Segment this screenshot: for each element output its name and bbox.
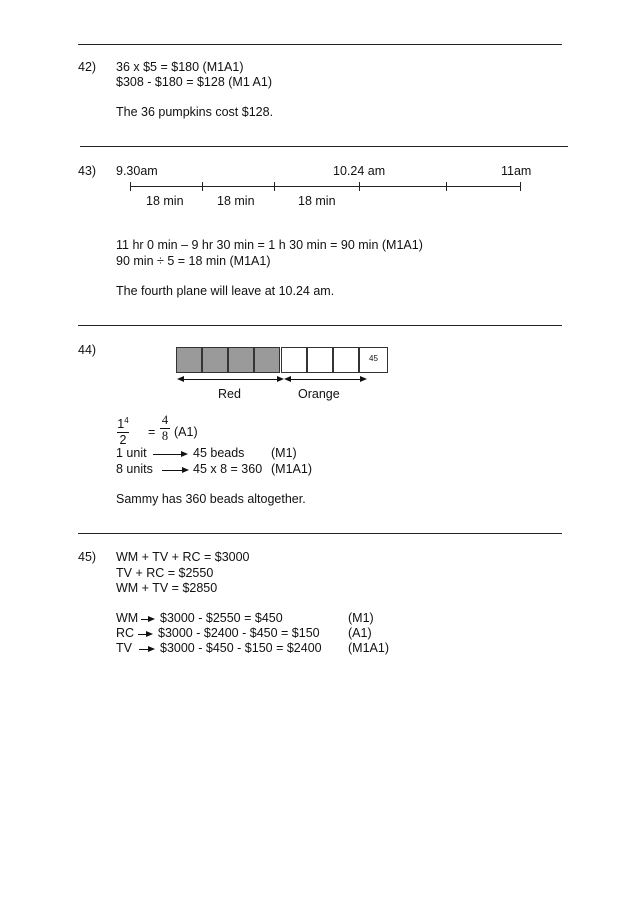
unit-row-label: 1 unit: [116, 446, 147, 460]
separator-rule: [78, 325, 562, 326]
mark-allocation: (A1): [174, 425, 198, 439]
unit-row-label: 8 units: [116, 462, 153, 476]
timeline-tick: [130, 182, 131, 191]
timeline-line: [130, 186, 520, 187]
equation-line: TV + RC = $2550: [116, 566, 214, 580]
working-line: $308 - $180 = $128 (M1 A1): [116, 75, 273, 89]
timeline-tick: [359, 182, 360, 191]
timeline-tick: [446, 182, 447, 191]
fraction-right-denominator: 8: [161, 429, 169, 443]
timeline-end-label: 11am: [501, 164, 532, 178]
bar-unit-red: [202, 347, 228, 373]
calc-row-label: WM: [116, 611, 139, 625]
bar-unit-value: [359, 347, 388, 373]
fraction-left-numerator-small: 4: [124, 416, 129, 425]
segment-label: 18 min: [217, 194, 255, 208]
bar-unit-orange: [333, 347, 359, 373]
bar-unit-value-label: 45: [369, 354, 378, 363]
unit-row-value: 45 beads: [193, 446, 245, 460]
timeline-tick: [520, 182, 521, 191]
orange-label: Orange: [298, 387, 340, 401]
mark-allocation: (M1): [271, 446, 297, 460]
fraction-left: [117, 414, 129, 447]
segment-label: 18 min: [146, 194, 184, 208]
answer-statement: Sammy has 360 beads altogether.: [116, 492, 306, 506]
separator-rule: [78, 533, 562, 534]
working-line: 90 min ÷ 5 = 18 min (M1A1): [116, 254, 271, 268]
question-number: 42): [78, 60, 97, 74]
question-number: 43): [78, 164, 97, 178]
mark-allocation: (A1): [348, 626, 372, 640]
bar-unit-orange: [281, 347, 307, 373]
bar-unit-orange: [307, 347, 333, 373]
calc-row-value: $3000 - $2550 = $450: [160, 611, 283, 625]
working-line: 36 x $5 = $180 (M1A1): [116, 60, 244, 74]
question-number: 44): [78, 343, 97, 357]
separator-rule: [80, 146, 568, 147]
calc-row-value: $3000 - $450 - $150 = $2400: [160, 641, 322, 655]
equals-sign: =: [148, 425, 156, 439]
unit-row-value: 45 x 8 = 360: [193, 462, 263, 476]
bar-unit-red: [176, 347, 202, 373]
equation-line: WM + TV + RC = $3000: [116, 550, 250, 564]
mark-allocation: (M1A1): [271, 462, 312, 476]
timeline-tick: [274, 182, 275, 191]
separator-rule: [78, 44, 562, 45]
question-number: 45): [78, 550, 97, 564]
red-label: Red: [218, 387, 241, 401]
segment-label: 18 min: [298, 194, 336, 208]
mark-allocation: (M1A1): [348, 641, 389, 655]
bar-model: [176, 347, 388, 375]
fraction-left-denominator: 2: [119, 433, 127, 448]
equation-line: WM + TV = $2850: [116, 581, 218, 595]
fraction-right: [160, 414, 170, 443]
fraction-right-numerator: 4: [161, 413, 169, 427]
bar-unit-red: [254, 347, 280, 373]
timeline-mid-label: 10.24 am: [333, 164, 386, 178]
timeline-start-label: 9.30am: [116, 164, 158, 178]
fraction-left-numerator: 1: [117, 417, 125, 432]
calc-row-label: RC: [116, 626, 135, 640]
working-line: 11 hr 0 min – 9 hr 30 min = 1 h 30 min = 90 min (M1A1): [116, 238, 423, 252]
timeline-tick: [202, 182, 203, 191]
mark-allocation: (M1): [348, 611, 374, 625]
calc-row-label: TV: [116, 641, 132, 655]
answer-statement: The fourth plane will leave at 10.24 am.: [116, 284, 335, 298]
bar-unit-red: [228, 347, 254, 373]
answer-statement: The 36 pumpkins cost $128.: [116, 105, 274, 119]
calc-row-value: $3000 - $2400 - $450 = $150: [158, 626, 320, 640]
